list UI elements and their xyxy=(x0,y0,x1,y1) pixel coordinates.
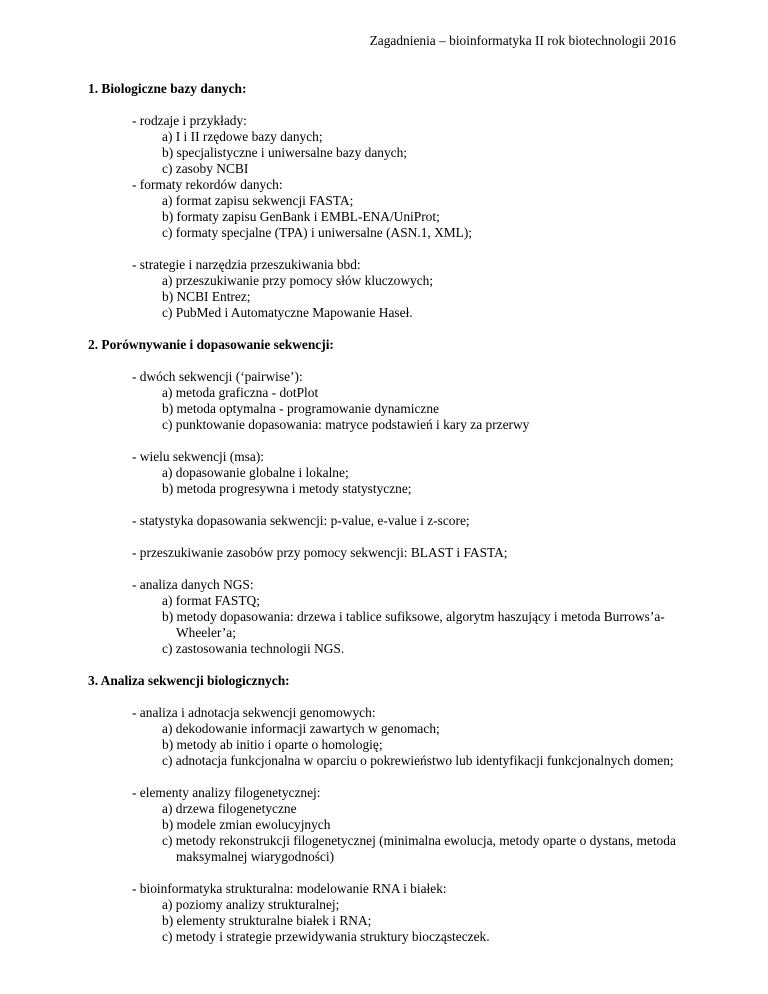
topic-label: - analiza i adnotacja sekwencji genomowych: xyxy=(132,705,376,720)
list-item: b) modele zmian ewolucyjnych xyxy=(162,817,331,832)
topic xyxy=(132,449,688,497)
list-item: c) metody i strategie przewidywania struktury biocząsteczek. xyxy=(162,929,490,944)
list-item: c) adnotacja funkcjonalna w oparciu o pokrewieństwo lub identyfikacji funkcjonalnych domen; xyxy=(162,753,674,768)
list-item: a) poziomy analizy strukturalnej; xyxy=(162,897,340,912)
list-item: b) elementy strukturalne białek i RNA; xyxy=(162,913,372,928)
topic xyxy=(132,113,688,177)
list-item: a) format FASTQ; xyxy=(162,593,260,608)
list-item: a) dekodowanie informacji zawartych w genomach; xyxy=(162,721,440,736)
list-item: a) drzewa filogenetyczne xyxy=(162,801,297,816)
topic xyxy=(132,881,688,945)
topic-label: - rodzaje i przykłady: xyxy=(132,113,247,128)
list-item: b) metody dopasowania: drzewa i tablice sufiksowe, algorytm haszujący i metoda Burrows’a- Wheeler’a; xyxy=(162,609,665,640)
topic xyxy=(132,257,688,321)
list-item: a) I i II rzędowe bazy danych; xyxy=(162,129,323,144)
topic-label: - przeszukiwanie zasobów przy pomocy sekwencji: BLAST i FASTA; xyxy=(132,545,508,560)
topic xyxy=(132,577,688,657)
section-3 xyxy=(88,673,688,945)
document-body xyxy=(88,81,688,961)
list-item: b) formaty zapisu GenBank i EMBL-ENA/UniProt; xyxy=(162,209,440,224)
topic xyxy=(132,177,688,241)
list-item: c) PubMed i Automatyczne Mapowanie Haseł. xyxy=(162,305,413,320)
topic-label: - bioinformatyka strukturalna: modelowanie RNA i białek: xyxy=(132,881,447,896)
list-item: b) NCBI Entrez; xyxy=(162,289,251,304)
section-1 xyxy=(88,81,688,321)
topic-label: - strategie i narzędzia przeszukiwania bbd: xyxy=(132,257,361,272)
list-item: c) zasoby NCBI xyxy=(162,161,249,176)
section-title: 2. Porównywanie i dopasowanie sekwencji: xyxy=(88,337,334,352)
section-title: 3. Analiza sekwencji biologicznych: xyxy=(88,673,290,688)
topic-label: - elementy analizy filogenetycznej: xyxy=(132,785,321,800)
section-title: 1. Biologiczne bazy danych: xyxy=(88,81,247,96)
topic-label: - formaty rekordów danych: xyxy=(132,177,283,192)
topic xyxy=(132,785,688,865)
list-item: a) format zapisu sekwencji FASTA; xyxy=(162,193,354,208)
topic xyxy=(132,545,688,561)
list-item: c) formaty specjalne (TPA) i uniwersalne (ASN.1, XML); xyxy=(162,225,473,240)
list-item: c) zastosowania technologii NGS. xyxy=(162,641,345,656)
list-item: c) metody rekonstrukcji filogenetycznej (minimalna ewolucja, metody oparte o dystans, metoda maksymalnej wiarygodności) xyxy=(162,833,676,864)
topic xyxy=(132,369,688,433)
section-2 xyxy=(88,337,688,657)
list-item: b) specjalistyczne i uniwersalne bazy danych; xyxy=(162,145,408,160)
list-item: b) metody ab initio i oparte o homologię; xyxy=(162,737,383,752)
topic xyxy=(132,705,688,769)
topic-label: - analiza danych NGS: xyxy=(132,577,254,592)
topic-label: - dwóch sekwencji (‘pairwise’): xyxy=(132,369,303,384)
list-item: b) metoda optymalna - programowanie dynamiczne xyxy=(162,401,440,416)
list-item: b) metoda progresywna i metody statystyczne; xyxy=(162,481,412,496)
list-item: a) dopasowanie globalne i lokalne; xyxy=(162,465,349,480)
page-header: Zagadnienia – bioinformatyka II rok biotechnologii 2016 xyxy=(369,33,676,48)
list-item: c) punktowanie dopasowania: matryce podstawień i kary za przerwy xyxy=(162,417,530,432)
topic xyxy=(132,513,688,529)
list-item: a) przeszukiwanie przy pomocy słów kluczowych; xyxy=(162,273,434,288)
topic-label: - wielu sekwencji (msa): xyxy=(132,449,265,464)
topic-label: - statystyka dopasowania sekwencji: p-value, e-value i z-score; xyxy=(132,513,470,528)
list-item: a) metoda graficzna - dotPlot xyxy=(162,385,319,400)
